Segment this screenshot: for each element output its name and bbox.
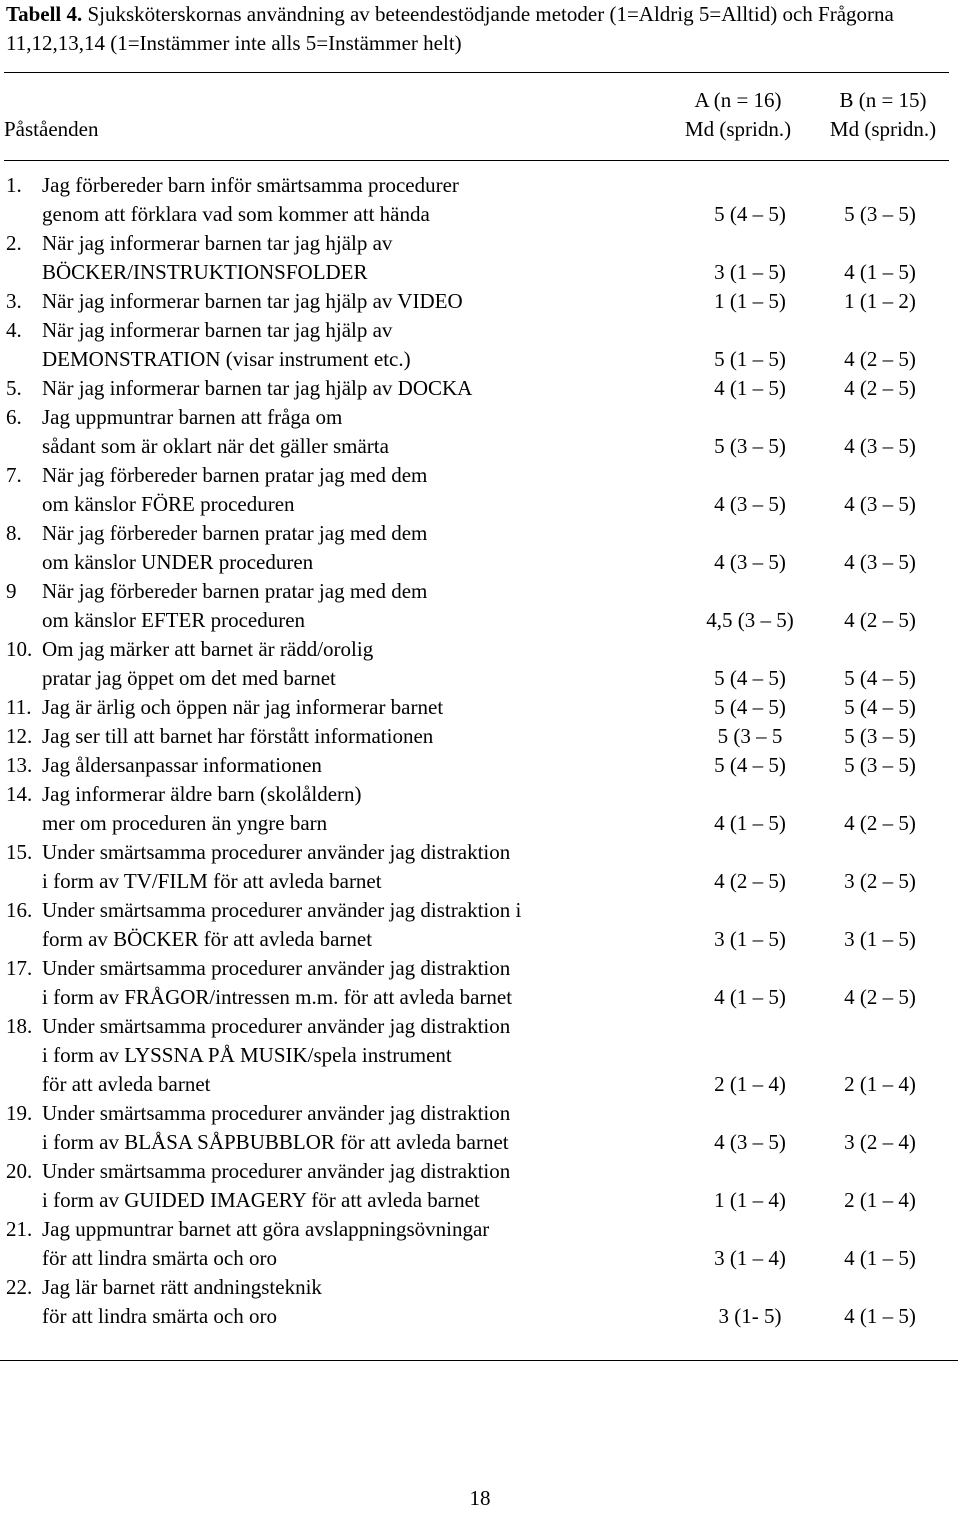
group-b-value: 5 (4 – 5) xyxy=(844,666,916,690)
table-row xyxy=(0,838,960,896)
table-row xyxy=(0,403,960,461)
group-b-value: 4 (2 – 5) xyxy=(844,811,916,835)
row-statement: När jag förbereder barnen pratar jag med dem om känslor FÖRE proceduren xyxy=(42,463,428,516)
row-number: 11. xyxy=(6,695,32,719)
table-row xyxy=(0,1157,960,1215)
statements-label: Påståenden xyxy=(4,117,99,141)
row-number: 19. xyxy=(6,1101,33,1125)
table-row xyxy=(0,1099,960,1157)
row-number: 8. xyxy=(6,521,22,545)
row-number: 16. xyxy=(6,898,33,922)
table-row xyxy=(0,1012,960,1099)
row-statement: Jag uppmuntrar barnen att fråga om sådant som är oklart när det gäller smärta xyxy=(42,405,389,458)
group-b-value: 4 (1 – 5) xyxy=(844,1246,916,1270)
row-number: 7. xyxy=(6,463,22,487)
group-b-value: 2 (1 – 4) xyxy=(844,1188,916,1212)
table-row xyxy=(0,519,960,577)
table-row xyxy=(0,461,960,519)
row-statement: Under smärtsamma procedurer använder jag distraktion i form av FRÅGOR/intressen m.m. för att avleda barnet xyxy=(42,956,513,1009)
group-b-value: 4 (2 – 5) xyxy=(844,347,916,371)
group-a-stat-header: Md (spridn.) xyxy=(684,117,792,141)
group-a-value: 5 (4 – 5) xyxy=(714,753,786,777)
group-b-value: 4 (2 – 5) xyxy=(844,985,916,1009)
row-number: 12. xyxy=(6,724,33,748)
row-number: 20. xyxy=(6,1159,33,1183)
group-b-value: 5 (3 – 5) xyxy=(844,202,916,226)
group-b-value: 3 (1 – 5) xyxy=(844,927,916,951)
group-b-value: 4 (1 – 5) xyxy=(844,1304,916,1328)
group-a-value: 2 (1 – 4) xyxy=(714,1072,786,1096)
group-a-value: 3 (1- 5) xyxy=(718,1304,782,1328)
row-statement: När jag informerar barnen tar jag hjälp av VIDEO xyxy=(42,289,463,313)
group-a-value: 3 (1 – 5) xyxy=(714,260,786,284)
row-number: 6. xyxy=(6,405,22,429)
table-caption xyxy=(6,0,956,58)
row-statement: Jag informerar äldre barn (skolåldern) mer om proceduren än yngre barn xyxy=(42,782,362,835)
group-b-value: 4 (2 – 5) xyxy=(844,376,916,400)
group-b-value: 2 (1 – 4) xyxy=(844,1072,916,1096)
table-caption-text: Sjuksköterskornas användning av beteendestödjande metoder (1=Aldrig 5=Alltid) och Frågorna 11,12,13,14 (1=Instämmer inte alls 5=Instämmer helt) xyxy=(6,2,894,55)
table-row xyxy=(0,954,960,1012)
group-b-value: 5 (4 – 5) xyxy=(844,695,916,719)
group-b-value: 4 (1 – 5) xyxy=(844,260,916,284)
table-row xyxy=(0,171,960,229)
group-b-value: 5 (3 – 5) xyxy=(844,753,916,777)
row-statement: Jag ser till att barnet har förstått informationen xyxy=(42,724,434,748)
group-a-value: 5 (1 – 5) xyxy=(714,347,786,371)
group-a-value: 4 (1 – 5) xyxy=(714,376,786,400)
row-statement: Under smärtsamma procedurer använder jag distraktion i form av GUIDED IMAGERY för att avleda barnet xyxy=(42,1159,511,1212)
table-header xyxy=(0,86,960,144)
row-number: 15. xyxy=(6,840,33,864)
row-statement: När jag förbereder barnen pratar jag med dem om känslor UNDER proceduren xyxy=(42,521,428,574)
table-row xyxy=(0,1215,960,1273)
group-a-value: 4 (3 – 5) xyxy=(714,550,786,574)
table-row xyxy=(0,896,960,954)
row-statement: När jag informerar barnen tar jag hjälp av DOCKA xyxy=(42,376,473,400)
group-b-stat-header: Md (spridn.) xyxy=(829,117,937,141)
page-number: 18 xyxy=(469,1486,491,1510)
row-statement: Under smärtsamma procedurer använder jag distraktion i form av BLÅSA SÅPBUBBLOR för att avleda barnet xyxy=(42,1101,511,1154)
group-a-value: 1 (1 – 5) xyxy=(714,289,786,313)
group-b-value: 3 (2 – 4) xyxy=(844,1130,916,1154)
group-a-value: 3 (1 – 4) xyxy=(714,1246,786,1270)
table-row xyxy=(0,1273,960,1331)
table-row xyxy=(0,316,960,374)
row-number: 9 xyxy=(6,579,17,603)
group-a-header: A (n = 16) xyxy=(694,88,782,112)
table-row xyxy=(0,722,960,751)
group-a-value: 4 (3 – 5) xyxy=(714,1130,786,1154)
table-row xyxy=(0,287,960,316)
group-a-value: 4 (2 – 5) xyxy=(714,869,786,893)
row-statement: När jag informerar barnen tar jag hjälp av BÖCKER/INSTRUKTIONSFOLDER xyxy=(42,231,393,284)
group-a-value: 5 (4 – 5) xyxy=(714,202,786,226)
table-row xyxy=(0,229,960,287)
row-number: 10. xyxy=(6,637,33,661)
group-b-header: B (n = 15) xyxy=(839,88,927,112)
group-b-value: 1 (1 – 2) xyxy=(844,289,916,313)
row-number: 3. xyxy=(6,289,22,313)
row-statement: Jag lär barnet rätt andningsteknik för att lindra smärta och oro xyxy=(42,1275,322,1328)
table-row xyxy=(0,751,960,780)
row-statement: När jag förbereder barnen pratar jag med dem om känslor EFTER proceduren xyxy=(42,579,428,632)
row-statement: När jag informerar barnen tar jag hjälp av DEMONSTRATION (visar instrument etc.) xyxy=(42,318,411,371)
row-number: 17. xyxy=(6,956,33,980)
group-a-value: 5 (4 – 5) xyxy=(714,666,786,690)
row-number: 1. xyxy=(6,173,22,197)
group-a-value: 4 (3 – 5) xyxy=(714,492,786,516)
header-bottom-rule xyxy=(4,160,949,161)
table-row xyxy=(0,780,960,838)
header-top-rule xyxy=(4,72,949,73)
group-a-value: 3 (1 – 5) xyxy=(714,927,786,951)
group-a-value: 4 (1 – 5) xyxy=(714,985,786,1009)
group-b-value: 4 (3 – 5) xyxy=(844,492,916,516)
table-row xyxy=(0,635,960,693)
row-statement: Under smärtsamma procedurer använder jag distraktion i form av LYSSNA PÅ MUSIK/spela instrument för att avleda barnet xyxy=(42,1014,511,1096)
group-a-value: 5 (4 – 5) xyxy=(714,695,786,719)
row-statement: Under smärtsamma procedurer använder jag distraktion i form av TV/FILM för att avleda barnet xyxy=(42,840,511,893)
row-number: 13. xyxy=(6,753,33,777)
group-b-value: 4 (3 – 5) xyxy=(844,550,916,574)
group-a-value: 5 (3 – 5 xyxy=(717,724,783,748)
row-statement: Under smärtsamma procedurer använder jag distraktion i form av BÖCKER för att avleda barnet xyxy=(42,898,522,951)
row-number: 18. xyxy=(6,1014,33,1038)
row-statement: Jag är ärlig och öppen när jag informerar barnet xyxy=(42,695,444,719)
row-statement: Jag förbereder barn inför smärtsamma procedurer genom att förklara vad som kommer att hända xyxy=(42,173,459,226)
row-number: 4. xyxy=(6,318,22,342)
table-label: Tabell 4. xyxy=(6,2,83,26)
row-number: 22. xyxy=(6,1275,33,1299)
row-number: 2. xyxy=(6,231,22,255)
group-b-value: 4 (2 – 5) xyxy=(844,608,916,632)
group-b-value: 3 (2 – 5) xyxy=(844,869,916,893)
table-row xyxy=(0,693,960,722)
table-bottom-rule xyxy=(0,1360,958,1361)
group-b-value: 4 (3 – 5) xyxy=(844,434,916,458)
row-statement: Om jag märker att barnet är rädd/orolig pratar jag öppet om det med barnet xyxy=(42,637,374,690)
group-a-value: 1 (1 – 4) xyxy=(714,1188,786,1212)
group-a-value: 4 (1 – 5) xyxy=(714,811,786,835)
row-statement: Jag åldersanpassar informationen xyxy=(42,753,322,777)
group-b-value: 5 (3 – 5) xyxy=(844,724,916,748)
group-a-value: 5 (3 – 5) xyxy=(714,434,786,458)
row-number: 5. xyxy=(6,376,22,400)
table-row xyxy=(0,374,960,403)
table-row xyxy=(0,577,960,635)
row-number: 14. xyxy=(6,782,33,806)
row-number: 21. xyxy=(6,1217,33,1241)
row-statement: Jag uppmuntrar barnet att göra avslappningsövningar för att lindra smärta och oro xyxy=(42,1217,490,1270)
group-a-value: 4,5 (3 – 5) xyxy=(706,608,794,632)
